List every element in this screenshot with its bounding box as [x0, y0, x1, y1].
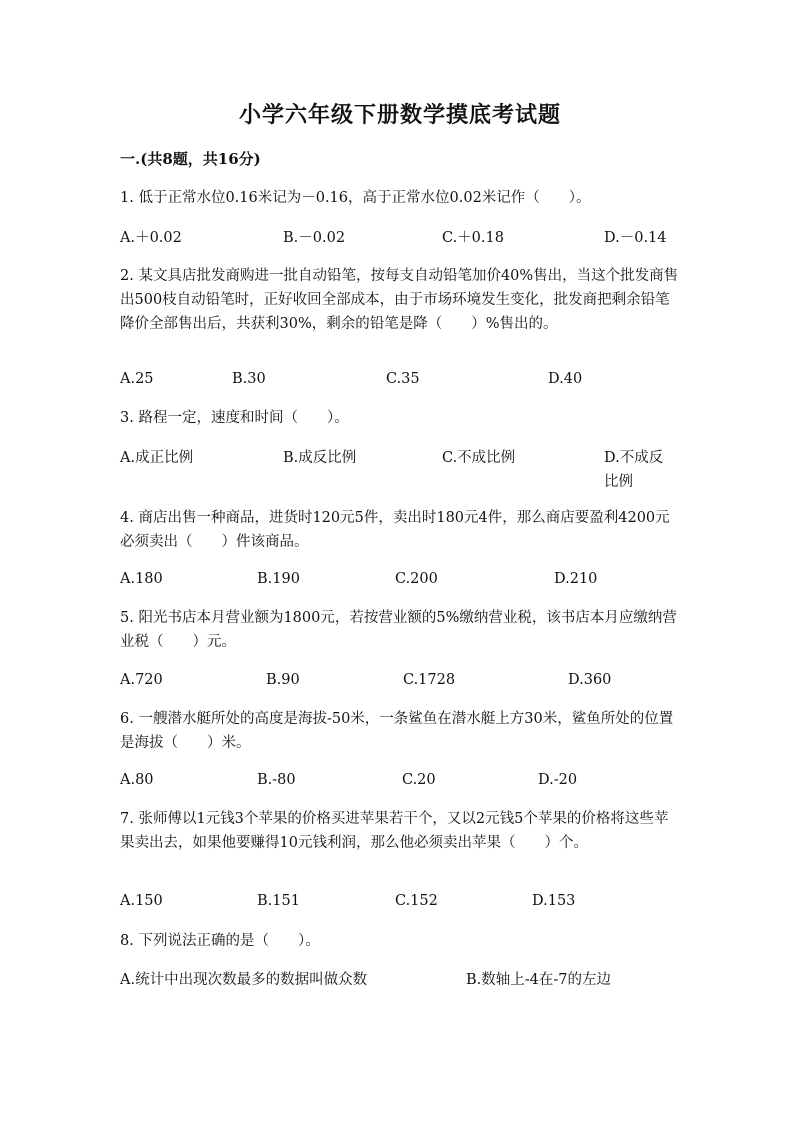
question-8: 8. 下列说法正确的是（ ）。: [120, 933, 320, 949]
options-q3: [120, 446, 680, 494]
options-q8: [120, 968, 680, 1016]
option-d: D.40: [548, 371, 583, 387]
question-1: 1. 低于正常水位0.16米记为－0.16，高于正常水位0.02米记作（ ）。: [120, 190, 591, 206]
option-d: D.－0.14: [604, 230, 667, 246]
option-b: B.－0.02: [283, 230, 346, 246]
option-d: D.360: [568, 672, 612, 688]
section-heading: 一.(共8题，共16分): [120, 150, 261, 168]
option-d: D.210: [554, 571, 598, 587]
option-c: C.35: [386, 371, 420, 387]
option-a: A.成正比例: [120, 450, 194, 466]
question-4: 4. 商店出售一种商品，进货时120元5件，卖出时180元4件，那么商店要盈利4200元必须卖出（ ）件该商品。: [120, 510, 670, 550]
option-a: A.＋0.02: [120, 230, 182, 246]
question-2: 2. 某文具店批发商购进一批自动铅笔，按每支自动铅笔加价40%售出，当这个批发商售出500枝自动铅笔时，正好收回全部成本，由于市场环境发生变化，批发商把剩余铅笔降价全部售出后，共获利30%，剩余的铅笔是降（ ）%售出的。: [120, 268, 679, 332]
option-c: C.20: [402, 772, 436, 788]
question-3: 3. 路程一定，速度和时间（ ）。: [120, 410, 349, 426]
option-c: C.152: [395, 893, 438, 909]
option-c: C.200: [395, 571, 438, 587]
option-a: A.720: [120, 672, 163, 688]
option-c: C.1728: [403, 672, 456, 688]
option-a: A.统计中出现次数最多的数据叫做众数: [120, 972, 368, 988]
page-title: 小学六年级下册数学摸底考试题: [238, 102, 561, 128]
option-b: B.90: [266, 672, 300, 688]
option-b: B.151: [257, 893, 300, 909]
option-b: B.-80: [257, 772, 296, 788]
option-d: D.-20: [538, 772, 578, 788]
option-a: A.25: [120, 371, 154, 387]
option-d: D.153: [532, 893, 576, 909]
option-c: C.＋0.18: [442, 230, 504, 246]
option-b: B.成反比例: [283, 450, 357, 466]
question-7: 7. 张师傅以1元钱3个苹果的价格买进苹果若干个，又以2元钱5个苹果的价格将这些苹果卖出去，如果他要赚得10元钱利润，那么他必须卖出苹果（ ）个。: [120, 811, 669, 851]
option-a: A.180: [120, 571, 163, 587]
option-b: B.190: [257, 571, 300, 587]
question-6: 6. 一艘潜水艇所处的高度是海拔-50米，一条鲨鱼在潜水艇上方30米，鲨鱼所处的位置是海拔（ ）米。: [120, 711, 674, 751]
option-b: B.数轴上-4在-7的左边: [466, 972, 612, 988]
question-5: 5. 阳光书店本月营业额为1800元，若按营业额的5%缴纳营业税，该书店本月应缴纳营业税（ ）元。: [120, 610, 677, 650]
option-a: A.150: [120, 893, 163, 909]
option-b: B.30: [232, 371, 266, 387]
option-d: D.不成反比例: [604, 450, 664, 490]
option-c: C.不成比例: [442, 450, 516, 466]
option-a: A.80: [120, 772, 154, 788]
